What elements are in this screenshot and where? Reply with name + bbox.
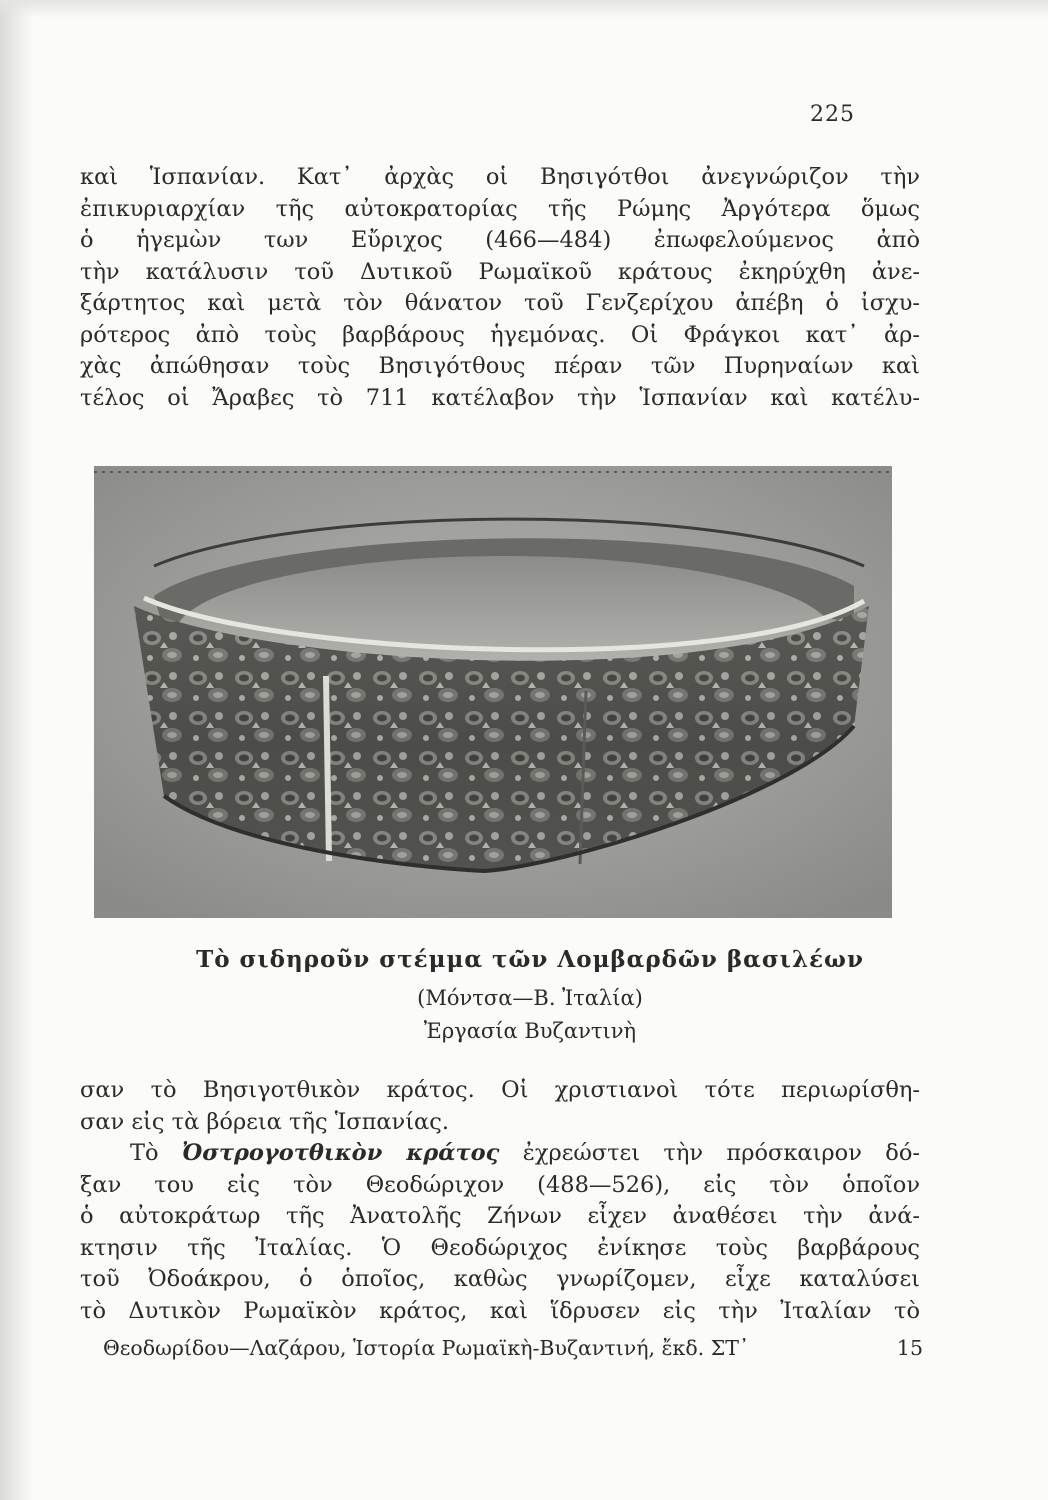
text-line: ξάρτητος καὶ μετὰ τὸν θάνατον τοῦ Γενζερίχου ἀπέβη ὁ ἰσχυ- bbox=[80, 290, 920, 316]
text-line: τὸ Δυτικὸν Ρωμαϊκὸν κράτος, καὶ ἵδρυσεν εἰς τὴν Ἰταλίαν τὸ bbox=[80, 1297, 920, 1324]
text-line: κτησιν τῆς Ἰταλίας. Ὁ Θεοδώριχος ἐνίκησε τοὺς βαρβάρους bbox=[80, 1234, 920, 1261]
section-heading-ostrogothic: Ὀστρογοτθικὸν κράτος bbox=[181, 1140, 500, 1166]
text-line: ὁ ἡγεμὼν των Εὔριχος (466—484) ἐπωφελούμενος ἀπὸ bbox=[80, 227, 920, 253]
text-span: Τὸ bbox=[130, 1140, 182, 1166]
text-line-with-heading bbox=[80, 1138, 920, 1170]
paragraph-1 bbox=[80, 162, 920, 414]
text-span: ἐχρεώστει τὴν πρόσκαιρον δό- bbox=[499, 1140, 920, 1166]
page-number: 225 bbox=[810, 102, 855, 127]
paragraph-2-and-3 bbox=[80, 1075, 920, 1327]
text-line: ὁ αὐτοκράτωρ τῆς Ἀνατολῆς Ζήνων εἶχεν ἀναθέσει τὴν ἀνά- bbox=[80, 1203, 920, 1229]
text-line: σαν τὸ Βησιγοτθικὸν κράτος. Οἱ χριστιανοὶ τότε περιωρίσθη- bbox=[80, 1077, 920, 1103]
text-line: ἐπικυριαρχίαν τῆς αὐτοκρατορίας τῆς Ρώμης Ἀργότερα ὅμως bbox=[80, 195, 920, 222]
page-footer bbox=[103, 1336, 923, 1360]
text-line: τὴν κατάλυσιν τοῦ Δυτικοῦ Ρωμαϊκοῦ κράτους ἐκηρύχθη ἀνε- bbox=[80, 258, 920, 285]
text-line: ρότερος ἀπὸ τοὺς βαρβάρους ἡγεμόνας. Οἱ Φράγκοι κατ᾽ ἀρ- bbox=[80, 321, 920, 348]
iron-crown-image bbox=[94, 466, 892, 918]
text-line: σαν εἰς τὰ βόρεια τῆς Ἱσπανίας. bbox=[80, 1108, 450, 1135]
page-top-shadow bbox=[0, 0, 1048, 18]
text-line: ξαν του εἰς τὸν Θεοδώριχον (488—526), εἰς τὸν ὁποῖον bbox=[80, 1171, 920, 1198]
text-line: τοῦ Ὀδοάκρου, ὁ ὁποῖος, καθὼς γνωρίζομεν, εἶχε καταλύσει bbox=[80, 1266, 920, 1292]
page-gutter-shadow bbox=[0, 0, 34, 1500]
figure-caption-work: Ἐργασία Βυζαντινὴ bbox=[423, 1019, 637, 1043]
text-line: καὶ Ἱσπανίαν. Κατ᾽ ἀρχὰς οἱ Βησιγότθοι ἀνεγνώριζον τὴν bbox=[80, 164, 920, 190]
figure-caption-place: (Μόντσα—Β. Ἰταλία) bbox=[417, 986, 643, 1010]
footer-sheet-number: 15 bbox=[896, 1336, 923, 1360]
iron-crown-photograph bbox=[94, 466, 892, 918]
text-line: χὰς ἀπώθησαν τοὺς Βησιγότθους πέραν τῶν Πυρηναίων καὶ bbox=[80, 353, 920, 379]
text-line: τέλος οἱ Ἄραβες τὸ 711 κατέλαβον τὴν Ἱσπανίαν καὶ κατέλυ- bbox=[80, 384, 920, 411]
footer-signature: Θεοδωρίδου—Λαζάρου, Ἱστορία Ρωμαϊκὴ-Βυζαντινή, ἔκδ. ΣΤ᾽ bbox=[103, 1336, 750, 1360]
figure-caption-title: Τὸ σιδηροῦν στέμμα τῶν Λομβαρδῶν βασιλέων bbox=[196, 946, 864, 973]
